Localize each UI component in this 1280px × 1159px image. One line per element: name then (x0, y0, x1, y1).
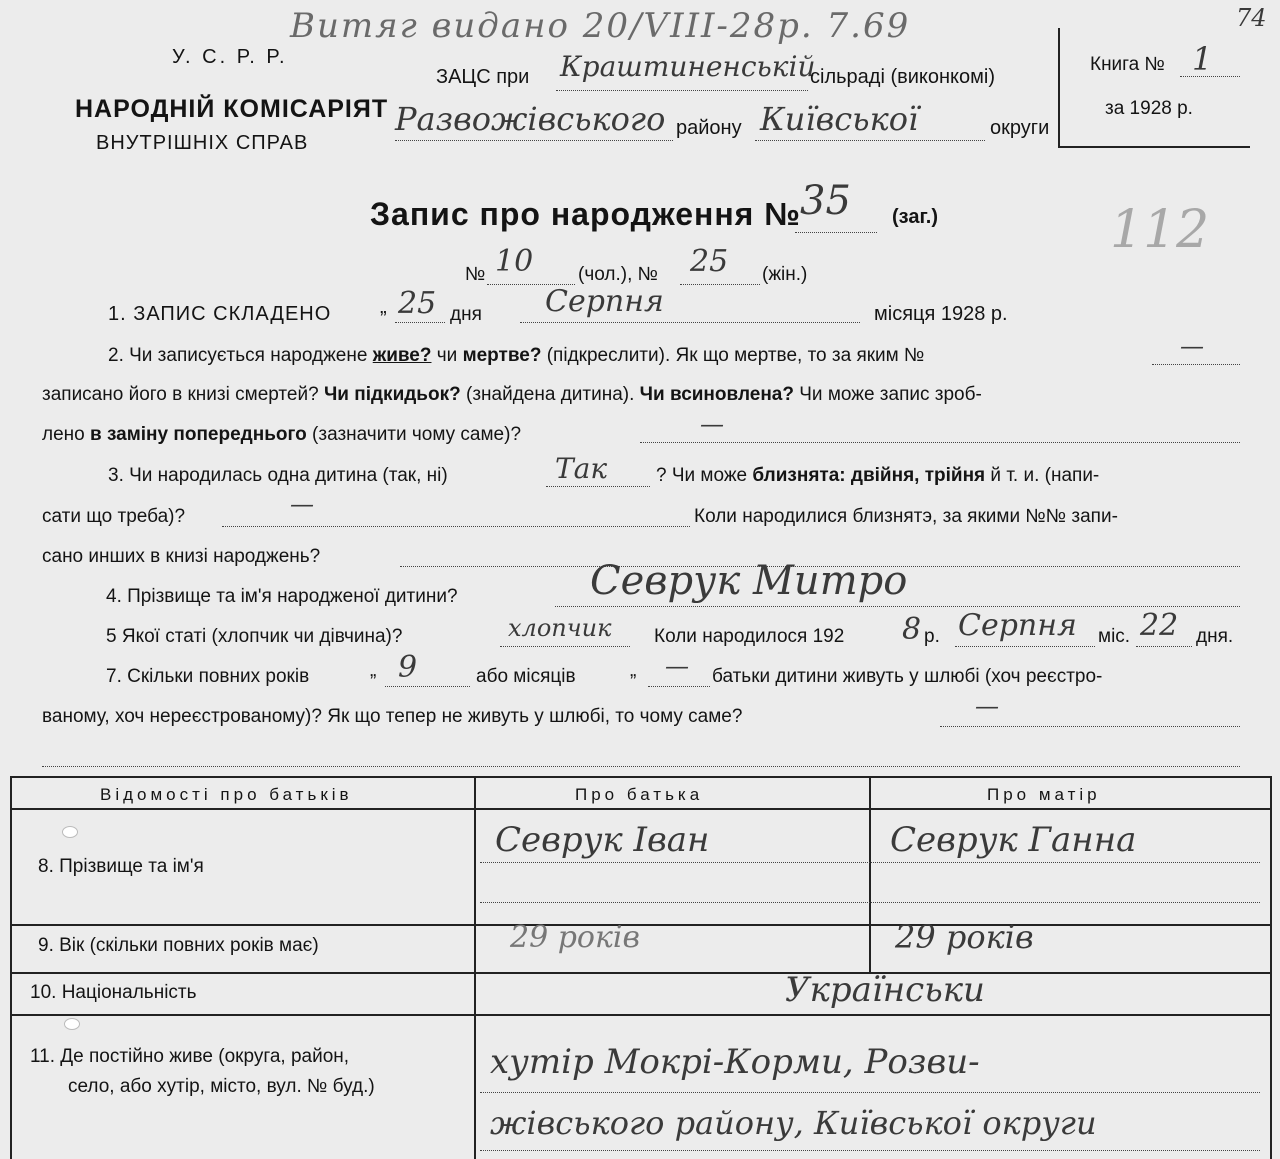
record-total-suffix: (заг.) (892, 206, 939, 228)
row11-label-line1: 11. Де постійно живе (округа, район, (30, 1046, 350, 1067)
q3-l2b: Коли народилися близнятэ, за якими №№ запи- (694, 506, 1118, 527)
book-label: Книга № (1090, 54, 1165, 75)
q2-line1 (108, 345, 924, 367)
row11-handwritten-line2: жівського району, Київської округи (490, 1104, 1097, 1142)
q5-month-handwritten: Серпня (958, 608, 1077, 643)
row9-mother-handwritten: 29 років (895, 918, 1034, 956)
q2-l3a: лено (42, 424, 85, 445)
q5-day-handwritten: 22 (1140, 608, 1179, 643)
q4-handwritten: Севрук Митро (590, 558, 908, 604)
q2-l3c: (зазначити чому саме)? (312, 424, 522, 445)
q5-mid: Коли народилося 192 (654, 626, 845, 647)
row10-label: 10. Національність (30, 982, 197, 1003)
district-suffix: району (676, 117, 742, 139)
q1-open-quote: „ (380, 296, 387, 318)
q2-adopted: Чи всиновлена? (639, 384, 794, 405)
q1-day-handwritten: 25 (398, 286, 437, 321)
q2-dead: мертве? (462, 345, 542, 366)
q2-l2c: (знайдена дитина). (466, 384, 635, 405)
q3-line1-rest (656, 465, 1099, 487)
q7-l2-handwritten: — (975, 692, 999, 720)
q5-sex-handwritten: хлопчик (508, 614, 612, 642)
q5-dnia: дня. (1196, 626, 1234, 647)
record-title: Запис про народження № (370, 196, 801, 232)
village-handwritten: Краштиненській (560, 50, 816, 83)
q2-l1e: (підкреслити). Як що мертве, то за яким № (546, 345, 925, 366)
row9-label: 9. Вік (скільки повних років має) (38, 935, 319, 956)
q3-l1b: ? Чи може (656, 465, 748, 486)
q3-l2a: сати що треба)? (42, 506, 186, 527)
q2-l3-handwritten: — (700, 410, 724, 438)
q2-replacement: в заміну попереднього (90, 424, 307, 445)
q5-year-handwritten: 8 (902, 612, 922, 647)
record-number-handwritten: 35 (800, 178, 851, 224)
ussr-label: У. С. Р. Р. (172, 46, 288, 68)
table-header-info: Відомості про батьків (100, 785, 353, 804)
birth-record-document: Витяг видано 20/VIII-28р. 7.69 74 У. С. Р. Р. НАРОДНІЙ КОМІСАРІЯТ ВНУТРІШНІХ СПРАВ ЗАЦС при Краштиненській сільраді (виконкомі) Развожівського району Київської округи Книга № 1 за 1928 р. Запис про народження № 35 (заг.) 112 № 10 (чол.), № 25 (жін.) 1. ЗАПИС СКЛАДЕНО „ 25 дня Серпня місяця 1928 р. 2. Чи записується народжене живе? чи мертве? (підкреслити). Як що мертве, то за яким № — записано його в книзі смертей? Чи підкидьок? (знайдена дитина). Чи всиновлена? Чи може запис зроб- лено в заміну попереднього (зазначити чому саме)? — 3. Чи народилась одна дитина (так, ні) Так ? Чи може близнята: двійня, трійня й т. и. (напи- сати що треба)? — Коли народилися близнятэ, за якими №№ запи- сано инших в книзі народжень? 4. Прізвище та ім'я народженої дитини? Севрук Митро 5 Якої статі (хлопчик чи дівчина)? хлопчик Коли народилося 192 8 р. Серпня міс. 22 дня. 7. Скільки повних років „ 9 або місяців „ — батьки дитини живуть у шлюбі (хоч реєстро- ваному, хоч нереєстрованому)? Як що тепер не живуть у шлюбі, то чому саме? — Відомості про батьків Про батька Про матір 8. Прізвище та ім'я Севрук Іван Севрук Ганна 9. Вік (скільки повних років має) 29 років 29 років 10. Національність Українськи 11. Де постійно живе (округа, район, село, або хутір, місто, вул. № буд.) хутір Мокрі-Корми, Розви- жівського району, Київської округи (0, 0, 1280, 1159)
q3-l1a: 3. Чи народилась одна дитина (так, ні) (108, 465, 448, 486)
handwritten-issue-note: Витяг видано 20/VIII-28р. 7.69 (290, 6, 911, 46)
q2-foundling: Чи підкидьок? (323, 384, 461, 405)
q7-l1a: 7. Скільки повних років (106, 666, 310, 687)
female-number-handwritten: 25 (690, 244, 729, 279)
q1-suffix: місяця 1928 р. (874, 303, 1008, 325)
q3-twins: близнята: двійня, трійня (752, 465, 986, 486)
okruha-handwritten: Київської (760, 100, 919, 138)
male-no-label: № (465, 264, 486, 285)
q5-mis: міс. (1098, 626, 1131, 647)
row8-mother-handwritten: Севрук Ганна (890, 820, 1137, 860)
book-year: за 1928 р. (1105, 98, 1193, 119)
q2-l2a: записано його в книзі смертей? (42, 384, 319, 405)
row10-handwritten: Українськи (785, 970, 985, 1010)
q2-line2 (42, 384, 982, 406)
q3-l1d: й т. и. (напи- (990, 465, 1100, 486)
q1-prefix: 1. ЗАПИС СКЛАДЕНО (108, 303, 332, 325)
zags-prefix: ЗАЦС при (436, 66, 530, 88)
village-suffix: сільраді (виконкомі) (810, 66, 995, 88)
row9-father-handwritten: 29 років (510, 920, 640, 955)
q3-l3a: сано инших в книзі народжень? (42, 546, 321, 567)
stamp-number: 112 (1110, 200, 1210, 260)
female-label: (жін.) (762, 264, 808, 285)
row8-father-handwritten: Севрук Іван (495, 820, 710, 860)
male-label: (чол.), № (578, 264, 659, 285)
q4-label: 4. Прізвище та ім'я народженої дитини? (106, 586, 458, 607)
q7-l1c: батьки дитини живуть у шлюбі (хоч реєстро- (712, 666, 1103, 687)
table-header-mother: Про матір (987, 785, 1101, 804)
okruha-suffix: округи (990, 117, 1050, 139)
q1-month-handwritten: Серпня (545, 284, 664, 319)
row11-label-line2: село, або хутір, місто, вул. № буд.) (68, 1076, 375, 1097)
q2-alive: живе? (372, 345, 432, 366)
book-box (1058, 28, 1250, 148)
row8-label: 8. Прізвище та ім'я (38, 856, 204, 877)
q7-l2a: ваному, хоч нереєстрованому)? Як що тепер не живуть у шлюбі, то чому саме? (42, 706, 743, 727)
q3-l1-handwritten: Так (555, 452, 608, 485)
district-handwritten: Развожівського (395, 100, 666, 138)
book-number-handwritten: 1 (1192, 40, 1213, 78)
corner-number: 74 (1236, 4, 1267, 32)
q5-r: р. (924, 626, 940, 647)
q2-l1c: чи (436, 345, 458, 366)
q7-months-handwritten: — (665, 652, 689, 680)
q1-day-label: дня (450, 304, 482, 325)
q2-l2e: Чи може запис зроб- (799, 384, 982, 405)
q7-years-handwritten: 9 (398, 650, 418, 685)
q2-l1-handwritten: — (1180, 332, 1204, 360)
q2-l1a: 2. Чи записується народжене (108, 345, 368, 366)
row11-handwritten-line1: хутір Мокрі-Корми, Розви- (490, 1042, 980, 1082)
internal-affairs-label: ВНУТРІШНІХ СПРАВ (96, 132, 309, 154)
male-number-handwritten: 10 (495, 244, 534, 279)
commissariat-title: НАРОДНІЙ КОМІСАРІЯТ (75, 95, 389, 123)
q7-l1b: або місяців (476, 666, 576, 687)
q3-l2-handwritten: — (290, 490, 314, 518)
q5-label: 5 Якої статі (хлопчик чи дівчина)? (106, 626, 403, 647)
q2-line3 (42, 424, 521, 446)
table-header-father: Про батька (575, 785, 704, 804)
